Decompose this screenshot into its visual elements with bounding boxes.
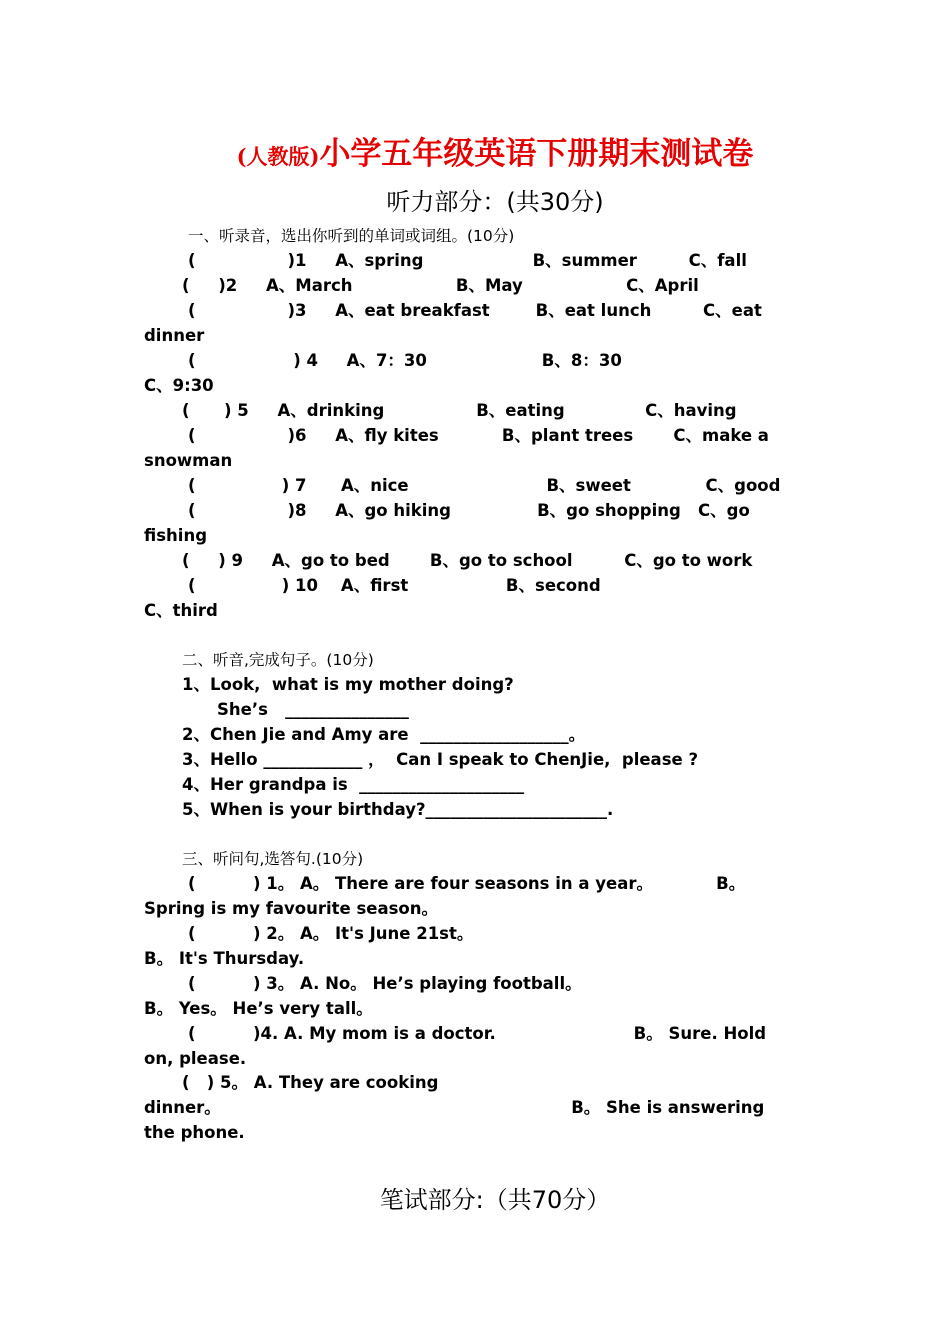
part1-line: ( )6 A、fly kites B、plant trees C、make a [188, 426, 769, 445]
part1-line: C、9:30 [144, 376, 214, 395]
part1-line: ( ) 10 A、first B、second [188, 576, 601, 595]
part3-line: on, please. [144, 1049, 247, 1068]
part2-line: 2、Chen Jie and Amy are __________________。 [182, 725, 586, 744]
part1-line: C、third [144, 601, 218, 620]
part1-line: ( )2 A、March B、May C、April [182, 276, 699, 295]
part1-line: ( ) 4 A、7：30 B、8：30 [188, 351, 622, 370]
part1-line: dinner [144, 326, 205, 345]
written-section-header: 笔试部分:（共70分） [379, 1186, 611, 1214]
part3-line: dinner。 B。 She is answering [144, 1098, 765, 1117]
part2-heading: 二、听音,完成句子。(10分) [182, 651, 374, 669]
part1-line: ( ) 5 A、drinking B、eating C、having [182, 401, 737, 420]
exam-title [0, 128, 950, 173]
listening-section-header: 听力部分：(共30分) [386, 188, 604, 216]
part2-line: 1、Look, what is my mother doing? [182, 675, 514, 694]
title-prefix: (人教版) [236, 144, 320, 169]
part3-line: ( ) 1。 A。 There are four seasons in a year。 B。 [188, 874, 746, 893]
part3-line: the phone. [144, 1123, 245, 1142]
part2-line: She’s _______________ [217, 700, 409, 719]
part3-line: B。 Yes。 He’s very tall。 [144, 999, 373, 1018]
part1-line: ( )8 A、go hiking B、go shopping C、go [188, 501, 750, 520]
part1-line: snowman [144, 451, 233, 470]
part3-heading: 三、听问句,选答句.(10分) [182, 850, 364, 868]
part1-line: ( ) 9 A、go to bed B、go to school C、go to work [182, 551, 753, 570]
title-main: 小学五年级英语下册期末测试卷 [319, 136, 754, 172]
part3-line: ( ) 2。 A。 It's June 21st。 [188, 924, 474, 943]
part2-line: 5、When is your birthday?______________________. [182, 800, 614, 819]
part3-line: ( )4. A. My mom is a doctor. B。 Sure. Hold [188, 1024, 767, 1043]
part2-line: 3、Hello ____________ ， Can I speak to ChenJie, please ? [182, 750, 699, 769]
part1-line: ( )3 A、eat breakfast B、eat lunch C、eat [188, 301, 762, 320]
part2-line: 4、Her grandpa is ____________________ [182, 775, 525, 794]
part1-line: ( ) 7 A、nice B、sweet C、good [188, 476, 781, 495]
part1-line: ( )1 A、spring B、summer C、fall [188, 251, 747, 270]
part3-line: ( ) 3。 A. No。 He’s playing football。 [188, 974, 582, 993]
part3-line: Spring is my favourite season。 [144, 899, 439, 918]
part1-line: fishing [144, 526, 208, 545]
part3-line: ( ) 5。 A. They are cooking [182, 1073, 439, 1092]
part3-line: B。 It's Thursday. [144, 949, 305, 968]
part1-heading: 一、听录音，选出你听到的单词或词组。(10分) [188, 227, 515, 245]
